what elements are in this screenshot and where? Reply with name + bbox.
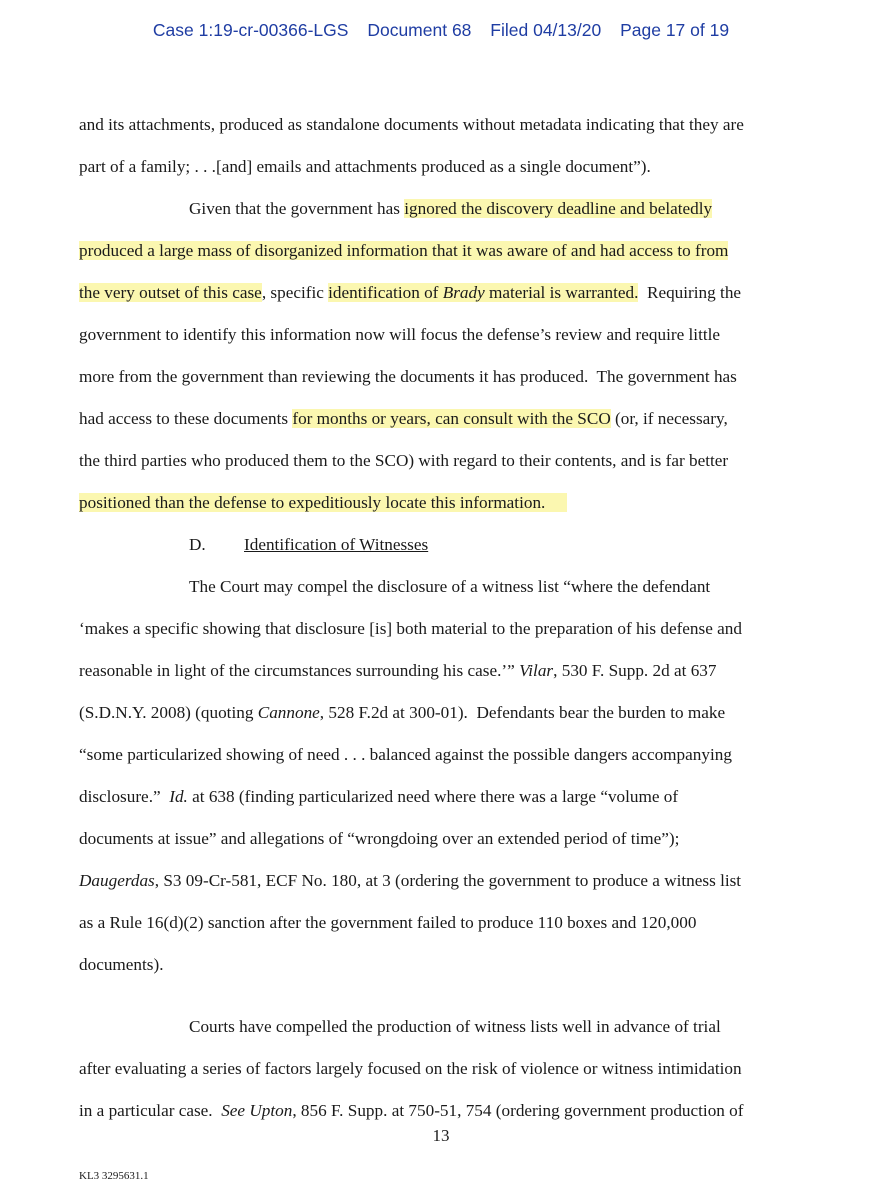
text-run: Given that the government has bbox=[189, 199, 405, 218]
highlighted-text: positioned than the defense to expeditiously locate this information. bbox=[79, 493, 546, 512]
case-citation: Cannone bbox=[257, 703, 320, 722]
text-line: The Court may compel the disclosure of a witness list “where the defendant bbox=[189, 577, 711, 596]
text-line bbox=[79, 230, 795, 272]
highlighted-text: for months or years, can consult with the SCO bbox=[292, 409, 611, 428]
text-run: , 530 F. Supp. 2d at 637 bbox=[553, 661, 717, 680]
section-heading bbox=[79, 524, 795, 566]
text-line: documents). bbox=[79, 955, 164, 974]
page-number: 13 bbox=[432, 1126, 450, 1145]
highlighted-text: ignored the discovery deadline and belatedly bbox=[404, 199, 713, 218]
case-citation: Id. bbox=[169, 787, 188, 806]
text-line bbox=[79, 272, 795, 314]
text-run: material is warranted. bbox=[484, 283, 639, 302]
section-label: D. bbox=[189, 535, 206, 554]
document-number: Document 68 bbox=[367, 20, 472, 40]
text-run: (or, if necessary, bbox=[610, 409, 728, 428]
text-line: part of a family; . . .[and] emails and attachments produced as a single document”). bbox=[79, 157, 651, 176]
case-citation: Daugerdas bbox=[79, 871, 155, 890]
section-title: Identification of Witnesses bbox=[244, 535, 429, 554]
case-number: Case 1:19-cr-00366-LGS bbox=[152, 20, 349, 40]
highlight-tail bbox=[545, 493, 566, 512]
text-line: government to identify this information now will focus the defense’s review and require little bbox=[79, 325, 721, 344]
document-body bbox=[79, 104, 795, 1132]
text-run: disclosure.” bbox=[79, 787, 170, 806]
text-line: “some particularized showing of need . . . balanced against the possible dangers accompanying bbox=[79, 745, 732, 764]
filed-date: Filed 04/13/20 bbox=[490, 20, 602, 40]
highlighted-text bbox=[328, 283, 638, 302]
text-run: identification of bbox=[328, 283, 443, 302]
text-line: and its attachments, produced as standalone documents without metadata indicating that they are bbox=[79, 115, 744, 134]
text-run: at 638 (finding particularized need where there was a large “volume of bbox=[187, 787, 679, 806]
case-header bbox=[0, 20, 882, 41]
text-run: had access to these documents bbox=[79, 409, 293, 428]
page-count: Page 17 of 19 bbox=[620, 20, 730, 40]
highlighted-text: produced a large mass of disorganized information that it was aware of and had access to from bbox=[79, 241, 729, 260]
text-run: , specific bbox=[261, 283, 329, 302]
text-line bbox=[79, 776, 795, 818]
case-citation: See Upton bbox=[221, 1101, 293, 1120]
case-citation: Brady bbox=[442, 283, 485, 302]
paragraph-gap bbox=[79, 986, 795, 1006]
text-line bbox=[79, 692, 795, 734]
text-line: the third parties who produced them to the SCO) with regard to their contents, and is far better bbox=[79, 451, 729, 470]
text-run: reasonable in light of the circumstances surrounding his case.’” bbox=[79, 661, 520, 680]
text-run: , 528 F.2d at 300-01). Defendants bear the burden to make bbox=[319, 703, 726, 722]
highlighted-text: the very outset of this case bbox=[79, 283, 262, 302]
text-line: more from the government than reviewing the documents it has produced. The government has bbox=[79, 367, 737, 386]
text-run: , 856 F. Supp. at 750-51, 754 (ordering government production of bbox=[292, 1101, 744, 1120]
text-line bbox=[79, 860, 795, 902]
text-line bbox=[79, 188, 795, 230]
text-run: (S.D.N.Y. 2008) (quoting bbox=[79, 703, 258, 722]
text-run: in a particular case. bbox=[79, 1101, 222, 1120]
text-line bbox=[79, 650, 795, 692]
text-line: ‘makes a specific showing that disclosure [is] both material to the preparation of his defense and bbox=[79, 619, 742, 638]
text-line: as a Rule 16(d)(2) sanction after the government failed to produce 110 boxes and 120,000 bbox=[79, 913, 697, 932]
text-line: documents at issue” and allegations of “wrongdoing over an extended period of time”); bbox=[79, 829, 680, 848]
text-line: after evaluating a series of factors largely focused on the risk of violence or witness intimidation bbox=[79, 1059, 742, 1078]
text-line: Courts have compelled the production of witness lists well in advance of trial bbox=[189, 1017, 721, 1036]
case-citation: Vilar bbox=[519, 661, 554, 680]
text-line bbox=[79, 398, 795, 440]
footer-doc-id: KL3 3295631.1 bbox=[79, 1170, 149, 1182]
text-run: , S3 09-Cr-581, ECF No. 180, at 3 (ordering the government to produce a witness list bbox=[154, 871, 742, 890]
text-run: Requiring the bbox=[638, 283, 742, 302]
text-line bbox=[79, 482, 795, 524]
